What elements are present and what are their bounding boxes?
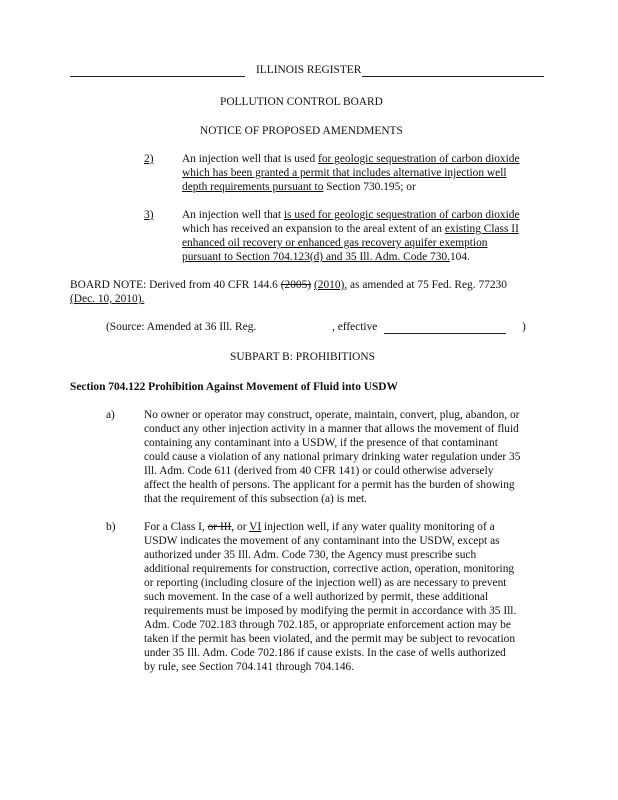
- para-a-line: could cause a violation of any national primary drinking water regulation under 35: [144, 451, 521, 463]
- item-3-number: 3): [144, 209, 154, 221]
- board-note-line-2: (Dec. 10, 2010).: [70, 293, 145, 305]
- item-2-line-2: which has been granted a permit that includes alternative injection well: [182, 167, 507, 179]
- header-rule-right: [362, 76, 544, 77]
- section-heading: Section 704.122 Prohibition Against Movement of Fluid into USDW: [70, 381, 398, 393]
- para-b-line-1: For a Class I, or III, or VI injection well, if any water quality monitoring of a: [144, 521, 495, 533]
- para-a-line: Ill. Adm. Code 611 (derived from 40 CFR 141) or could otherwise adversely: [144, 465, 494, 477]
- source-effective-blank: [384, 333, 506, 334]
- item-3-line-3: enhanced oil recovery or enhanced gas recovery aquifer exemption: [182, 237, 488, 249]
- para-a-label: a): [106, 409, 115, 421]
- para-b-line: under 35 Ill. Adm. Code 702.186 if cause exists. In the case of wells authorized: [144, 647, 506, 659]
- board-title: POLLUTION CONTROL BOARD: [220, 96, 383, 108]
- item-3-line-1: An injection well that is used for geologic sequestration of carbon dioxide: [182, 209, 520, 221]
- item-2-number: 2): [144, 153, 154, 165]
- source-amended: (Source: Amended at 36 Ill. Reg.: [106, 321, 257, 333]
- item-3-line-4: pursuant to Section 704.123(d) and 35 Ill. Adm. Code 730.104.: [182, 251, 470, 263]
- para-a-line: No owner or operator may construct, operate, maintain, convert, plug, abandon, or: [144, 409, 520, 421]
- para-b-line: Adm. Code 702.183 through 702.185, or appropriate enforcement action may be: [144, 619, 511, 631]
- para-b-label: b): [106, 521, 116, 533]
- para-b-line: additional requirements for construction, corrective action, operation, monitoring: [144, 563, 515, 575]
- item-3-line-2: which has received an expansion to the areal extent of an existing Class II: [182, 223, 519, 235]
- para-b-line: USDW indicates the movement of any contaminant into the USDW, except as: [144, 535, 500, 547]
- para-a-line: affect the health of persons. The applicant for a permit has the burden of showing: [144, 479, 515, 491]
- para-a-line: that the requirement of this subsection (a) is met.: [144, 493, 368, 505]
- register-title: ILLINOIS REGISTER: [256, 64, 362, 76]
- subpart-title: SUBPART B: PROHIBITIONS: [230, 351, 375, 363]
- para-a-line: containing any contaminant into a USDW, if the presence of that contaminant: [144, 437, 498, 449]
- para-b-line: such movement. In the case of a well authorized by permit, these additional: [144, 591, 489, 603]
- notice-title: NOTICE OF PROPOSED AMENDMENTS: [200, 125, 403, 137]
- board-note-line-1: BOARD NOTE: Derived from 40 CFR 144.6 (2005) (2010), as amended at 75 Fed. Reg. 77230: [70, 279, 507, 291]
- para-b-line: taken if the permit has been violated, and the permit may be subject to revocation: [144, 633, 516, 645]
- para-a-line: conduct any other injection activity in a manner that allows the movement of fluid: [144, 423, 519, 435]
- item-2-line-3: depth requirements pursuant to Section 730.195; or: [182, 181, 416, 193]
- source-effective: , effective: [332, 321, 378, 333]
- para-b-line: or reporting (including closure of the injection well) as are necessary to prevent: [144, 577, 507, 589]
- para-b-line: authorized under 35 Ill. Adm. Code 730, the Agency must prescribe such: [144, 549, 477, 561]
- para-b-line: requirements must be imposed by modifying the permit in accordance with 35 Ill.: [144, 605, 517, 617]
- source-close: ): [522, 321, 526, 333]
- para-b-line: by rule, see Section 704.141 through 704.146.: [144, 661, 355, 673]
- header-rule-left: [70, 76, 245, 77]
- item-2-line-1: An injection well that is used for geologic sequestration of carbon dioxide: [182, 153, 520, 165]
